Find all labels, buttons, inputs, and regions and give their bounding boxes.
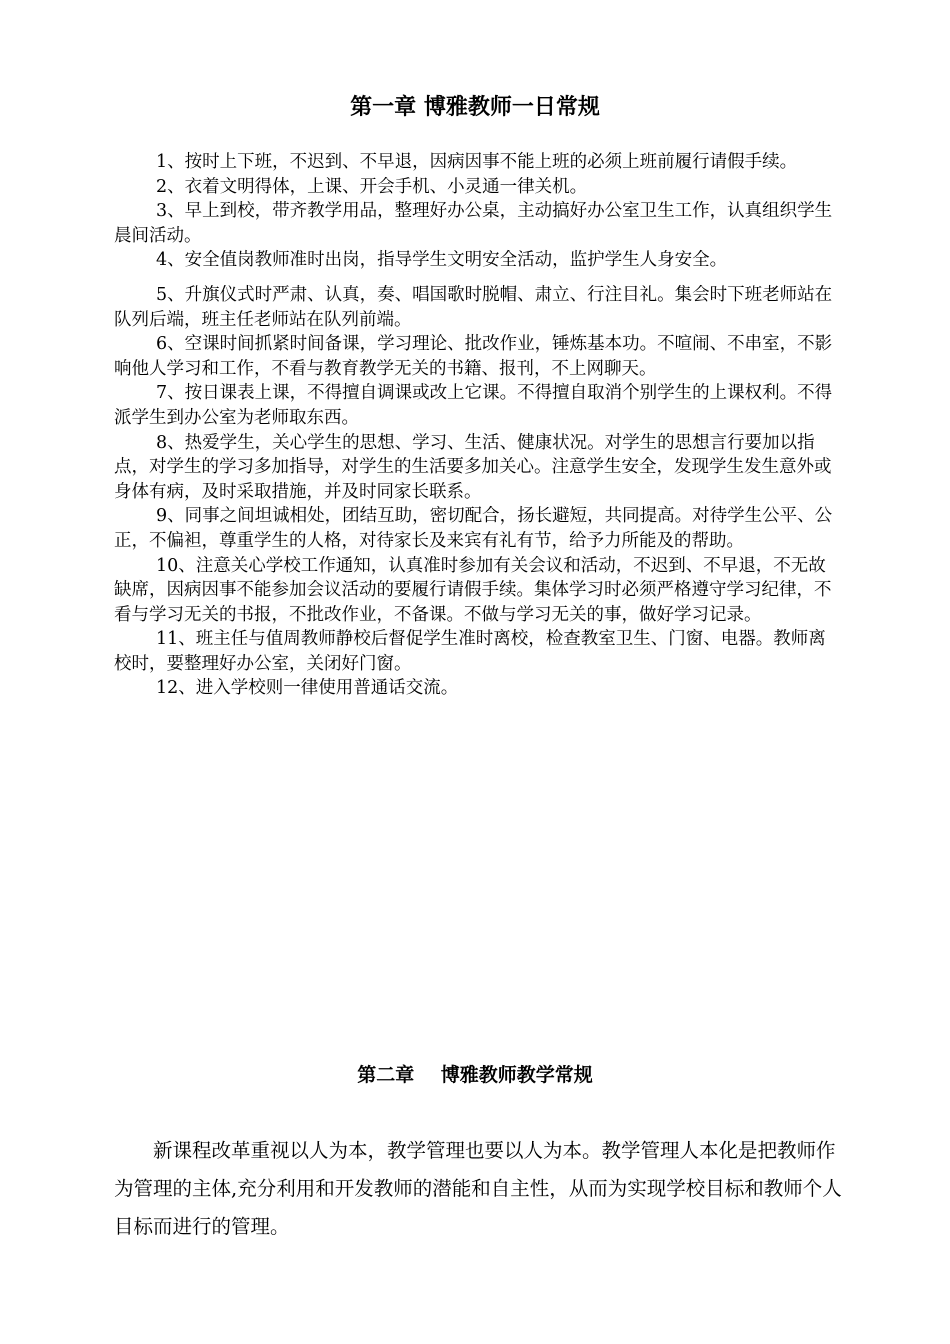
rule-paragraph: 12、进入学校则一律使用普通话交流。	[156, 678, 459, 699]
chapter-1-title: 第一章 博雅教师一日常规	[350, 94, 600, 120]
chapter-2-body	[114, 1132, 842, 1246]
rule-paragraph: 9、同事之间坦诚相处，团结互助，密切配合，扬长避短，共同提高。对待学生公平、公正，不偏袒，尊重学生的人格，对待家长及来宾有礼有节，给予力所能及的帮助。	[114, 506, 833, 551]
chapter-1-rules	[114, 150, 842, 701]
rule-paragraph: 2、衣着文明得体，上课、开会手机、小灵通一律关机。	[156, 176, 588, 197]
rule-paragraph: 3、早上到校，带齐教学用品，整理好办公桌，主动搞好办公室卫生工作，认真组织学生晨间活动。	[114, 201, 833, 246]
chapter-2-title: 第二章 博雅教师教学常规	[357, 1064, 593, 1086]
rule-paragraph: 5、升旗仪式时严肃、认真，奏、唱国歌时脱帽、肃立、行注目礼。集会时下班老师站在队列后端，班主任老师站在队列前端。	[114, 284, 833, 330]
rule-paragraph: 7、按日课表上课，不得擅自调课或改上它课。不得擅自取消个别学生的上课权利。不得派学生到办公室为老师取东西。	[114, 383, 833, 428]
rule-paragraph: 8、热爱学生，关心学生的思想、学习、生活、健康状况。对学生的思想言行要加以指点，对学生的学习多加指导，对学生的生活要多加关心。注意学生安全，发现学生发生意外或身体有病，及时采取措施，并及时同家长联系。	[114, 432, 832, 502]
intro-paragraph: 新课程改革重视以人为本，教学管理也要以人为本。教学管理人本化是把教师作为管理的主体,充分利用和开发教师的潜能和自主性，从而为实现学校目标和教师个人目标而进行的管理。	[114, 1139, 842, 1238]
rule-paragraph: 1、按时上下班，不迟到、不早退，因病因事不能上班的必须上班前履行请假手续。	[156, 152, 798, 172]
rule-paragraph: 11、班主任与值周教师静校后督促学生准时离校，检查教室卫生、门窗、电器。教师离校时，要整理好办公室，关闭好门窗。	[114, 629, 826, 674]
rule-paragraph: 4、安全值岗教师准时出岗，指导学生文明安全活动，监护学生人身安全。	[156, 250, 728, 271]
rule-paragraph: 10、注意关心学校工作通知，认真准时参加有关会议和活动，不迟到、不早退，不无故缺席，因病因事不能参加会议活动的要履行请假手续。集体学习时必须严格遵守学习纪律，不看与学习无关的书报，不批改作业，不备课。不做与学习无关的事，做好学习记录。	[114, 555, 832, 625]
rule-paragraph: 6、空课时间抓紧时间备课，学习理论、批改作业，锤炼基本功。不喧闹、不串室，不影响他人学习和工作，不看与教育教学无关的书籍、报刊，不上网聊天。	[114, 334, 833, 379]
